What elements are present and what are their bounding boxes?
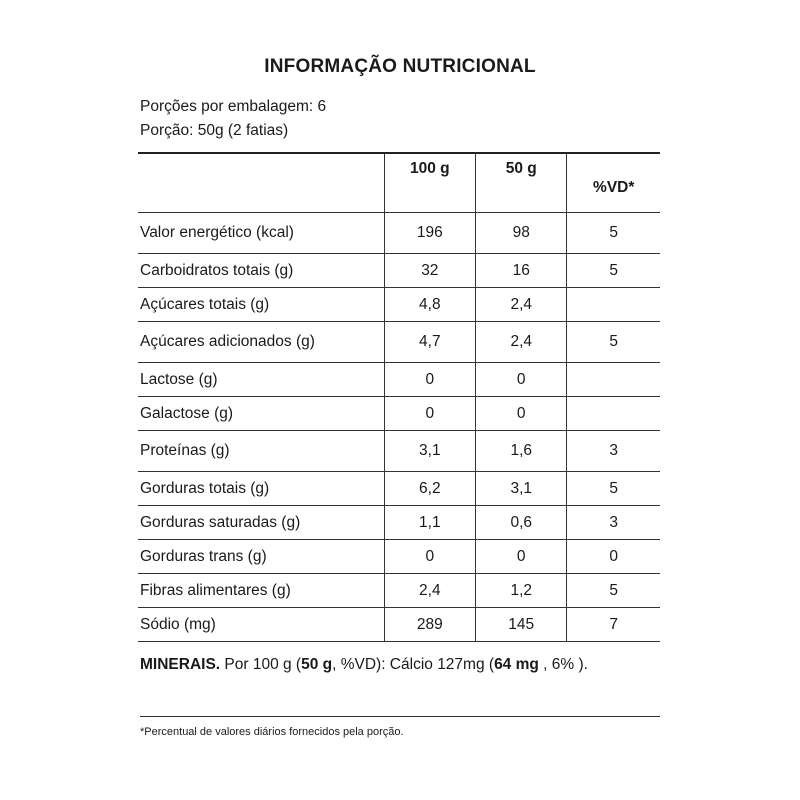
header-blank — [138, 153, 384, 213]
row-value-vd — [567, 288, 660, 322]
row-value-50g: 3,1 — [476, 472, 567, 506]
row-value-50g: 1,6 — [476, 431, 567, 472]
table-row — [138, 288, 660, 322]
minerals-note — [140, 656, 588, 674]
minerals-label: MINERAIS. — [140, 656, 221, 673]
row-value-vd: 3 — [567, 431, 660, 472]
table-row — [138, 254, 660, 288]
row-label: Galactose (g) — [138, 397, 384, 431]
row-value-50g: 1,2 — [476, 574, 567, 608]
row-value-100g: 4,7 — [384, 322, 475, 363]
row-value-100g: 6,2 — [384, 472, 475, 506]
row-value-100g: 2,4 — [384, 574, 475, 608]
row-value-100g: 3,1 — [384, 431, 475, 472]
row-value-vd: 0 — [567, 540, 660, 574]
row-label: Gorduras trans (g) — [138, 540, 384, 574]
row-value-50g: 0 — [476, 540, 567, 574]
row-value-vd: 5 — [567, 472, 660, 506]
table-row — [138, 574, 660, 608]
table-row — [138, 363, 660, 397]
table-row — [138, 608, 660, 642]
row-value-vd — [567, 363, 660, 397]
table-row — [138, 322, 660, 363]
row-value-50g: 98 — [476, 213, 567, 254]
row-label: Gorduras totais (g) — [138, 472, 384, 506]
row-value-100g: 1,1 — [384, 506, 475, 540]
row-label: Açúcares adicionados (g) — [138, 322, 384, 363]
panel-title: INFORMAÇÃO NUTRICIONAL — [264, 56, 536, 77]
servings-per-package: Porções por embalagem: 6 — [140, 98, 327, 115]
row-value-vd: 5 — [567, 574, 660, 608]
nutrition-table — [138, 152, 660, 642]
row-label: Valor energético (kcal) — [138, 213, 384, 254]
header-vd: %VD* — [567, 153, 660, 213]
row-label: Fibras alimentares (g) — [138, 574, 384, 608]
row-label: Carboidratos totais (g) — [138, 254, 384, 288]
table-row — [138, 213, 660, 254]
minerals-text-1: Por 100 g ( — [220, 656, 302, 673]
row-value-vd: 5 — [567, 254, 660, 288]
table-row — [138, 472, 660, 506]
table-header-row — [138, 153, 660, 213]
row-value-100g: 289 — [384, 608, 475, 642]
row-value-vd: 5 — [567, 213, 660, 254]
minerals-text-3: , 6% ). — [538, 656, 588, 673]
row-value-100g: 32 — [384, 254, 475, 288]
minerals-bold-1: 50 g — [301, 656, 333, 673]
row-value-50g: 16 — [476, 254, 567, 288]
row-label: Sódio (mg) — [138, 608, 384, 642]
table-row — [138, 397, 660, 431]
row-value-vd: 3 — [567, 506, 660, 540]
row-value-50g: 145 — [476, 608, 567, 642]
row-value-100g: 196 — [384, 213, 475, 254]
row-value-50g: 2,4 — [476, 322, 567, 363]
minerals-text-2: , %VD): Cálcio 127mg ( — [332, 656, 495, 673]
row-value-50g: 0,6 — [476, 506, 567, 540]
row-value-50g: 0 — [476, 363, 567, 397]
row-value-100g: 4,8 — [384, 288, 475, 322]
row-label: Proteínas (g) — [138, 431, 384, 472]
row-label: Açúcares totais (g) — [138, 288, 384, 322]
row-value-100g: 0 — [384, 397, 475, 431]
footnote: *Percentual de valores diários fornecidos pela porção. — [140, 726, 404, 738]
table-row — [138, 540, 660, 574]
minerals-bold-2: 64 mg — [494, 656, 539, 673]
header-50g: 50 g — [476, 153, 567, 213]
footnote-divider — [140, 716, 660, 717]
table-row — [138, 506, 660, 540]
row-value-vd: 5 — [567, 322, 660, 363]
row-value-vd: 7 — [567, 608, 660, 642]
row-value-50g: 0 — [476, 397, 567, 431]
row-label: Gorduras saturadas (g) — [138, 506, 384, 540]
serving-size: Porção: 50g (2 fatias) — [140, 122, 289, 139]
header-100g: 100 g — [384, 153, 475, 213]
row-value-100g: 0 — [384, 540, 475, 574]
row-value-50g: 2,4 — [476, 288, 567, 322]
table-row — [138, 431, 660, 472]
row-label: Lactose (g) — [138, 363, 384, 397]
row-value-vd — [567, 397, 660, 431]
row-value-100g: 0 — [384, 363, 475, 397]
